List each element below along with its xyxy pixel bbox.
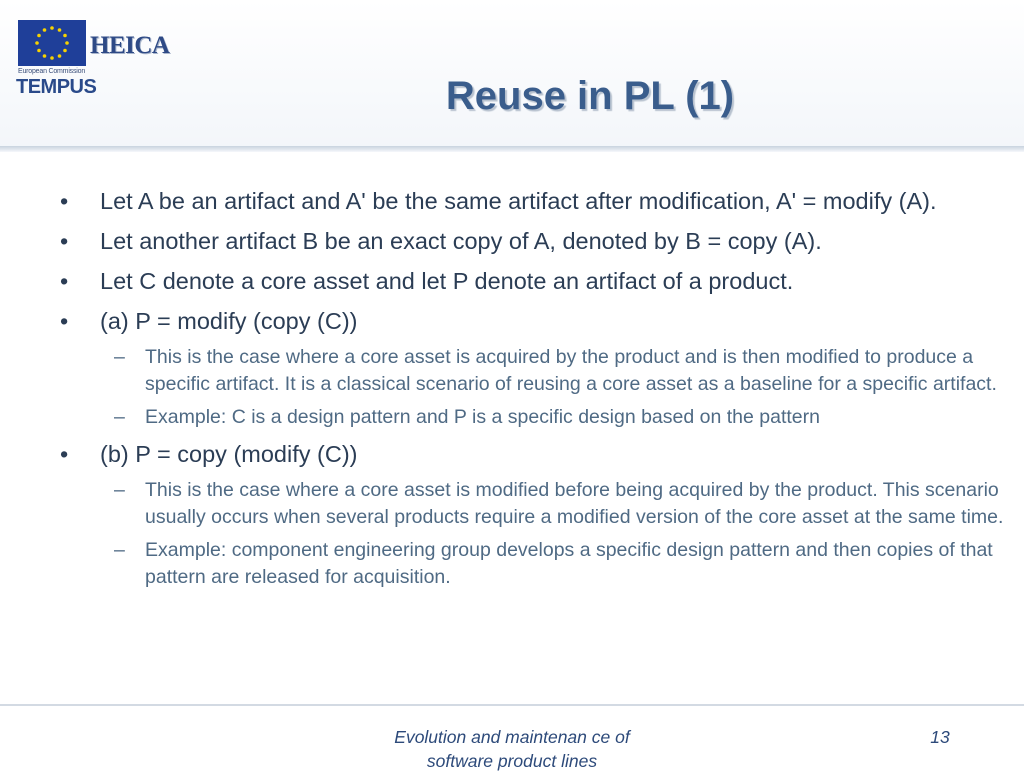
sub-bullet-item <box>100 404 1006 431</box>
bullet-text: (b) P = copy (modify (C)) <box>100 441 358 467</box>
bullet-text: (a) P = modify (copy (C)) <box>100 308 358 334</box>
sub-bullet-item <box>100 477 1006 531</box>
logo-block <box>18 18 198 98</box>
sub-bullet-marker: – <box>114 406 125 428</box>
bullet-marker: • <box>60 308 69 334</box>
bullet-text: Let A be an artifact and A' be the same artifact after modification, A' = modify (A). <box>100 188 937 214</box>
sub-bullet-text: This is the case where a core asset is acquired by the product and is then modified to produce a specific artifact. It is a classical scenario of reusing a core asset as a baseline for a specific artifact. <box>145 346 997 395</box>
sub-bullet-item <box>100 344 1006 398</box>
footer-line-2: software product lines <box>426 751 598 771</box>
footer-divider <box>0 704 1024 706</box>
eu-stars-icon <box>18 20 86 66</box>
sub-bullet-marker: – <box>114 346 125 368</box>
footer-title <box>352 725 672 773</box>
page-number: 13 <box>930 727 950 747</box>
sub-bullet-marker: – <box>114 479 125 501</box>
header-divider <box>0 146 1024 152</box>
european-commission-label: European Commission <box>18 68 86 75</box>
bullet-marker: • <box>60 441 69 467</box>
sub-bullet-marker: – <box>114 539 125 561</box>
sub-bullet-item <box>100 537 1006 591</box>
sub-bullet-text: This is the case where a core asset is modified before being acquired by the product. This scenario usually occurs when several products require a modified version of the core asset at the same time. <box>145 479 1004 528</box>
eu-flag-icon <box>18 20 86 66</box>
bullet-text: Let another artifact B be an exact copy of A, denoted by B = copy (A). <box>100 228 822 254</box>
bullet-marker: • <box>60 228 69 254</box>
sub-bullet-text: Example: C is a design pattern and P is a specific design based on the pattern <box>145 406 820 428</box>
bullet-item <box>56 437 1006 471</box>
sub-bullet-text: Example: component engineering group develops a specific design pattern and then copies of that pattern are released for acquisition. <box>145 539 993 588</box>
slide-title: Reuse in PL (1) <box>445 74 735 118</box>
bullet-item <box>56 304 1006 338</box>
bullet-item <box>56 184 1006 218</box>
bullet-item <box>56 224 1006 258</box>
bullet-text: Let C denote a core asset and let P denote an artifact of a product. <box>100 268 794 294</box>
footer-line-1: Evolution and maintenan ce of <box>394 727 630 747</box>
tempus-logo-text: TEMPUS <box>16 76 97 98</box>
slide-content <box>56 184 1006 597</box>
bullet-marker: • <box>60 188 69 214</box>
heica-logo-text: HEICA <box>90 32 170 59</box>
bullet-item <box>56 264 1006 298</box>
bullet-marker: • <box>60 268 69 294</box>
